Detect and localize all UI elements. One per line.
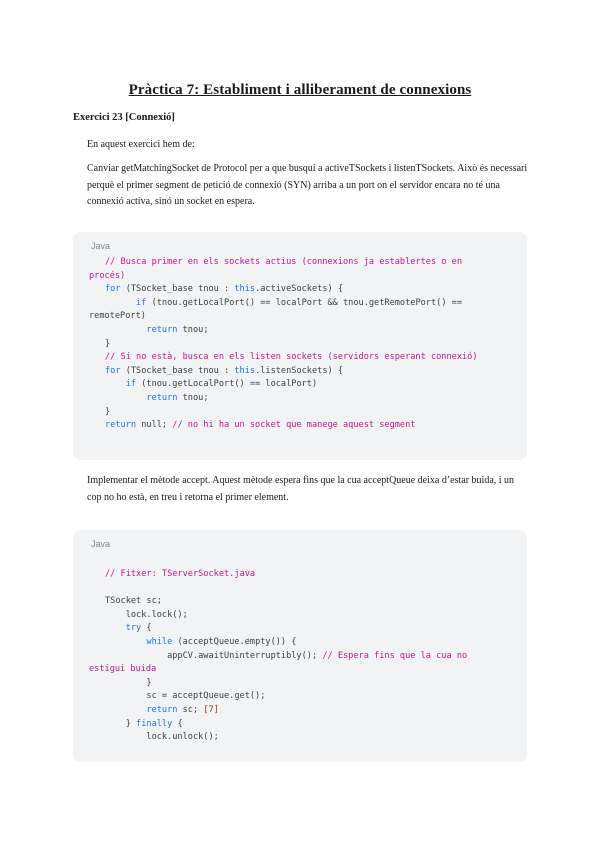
code-line: remotePort) xyxy=(89,311,146,322)
code-line: return tnou; xyxy=(146,392,209,403)
code-line: } xyxy=(105,338,111,349)
code-line: for (TSocket_base tnou : this.listenSockets) { xyxy=(105,365,344,376)
intro-paragraph: En aquest exercici hem de: xyxy=(87,139,195,150)
code-content xyxy=(89,256,511,433)
code-line: // Si no està, busca en els listen sockets (servidors esperant connexió) xyxy=(105,352,478,363)
code-language-label: Java xyxy=(91,241,111,251)
code-line: lock.unlock(); xyxy=(105,732,219,743)
code-language-label: Java xyxy=(91,539,111,549)
code-line: while (acceptQueue.empty()) { xyxy=(146,636,297,647)
code-line xyxy=(105,582,511,596)
code-line: TSocket sc; xyxy=(105,596,162,607)
code-line: estigui buida xyxy=(89,664,157,675)
code-content xyxy=(89,568,511,745)
code-block-1 xyxy=(73,232,527,460)
page-title: Pràctica 7: Establiment i alliberament de connexions xyxy=(128,82,472,98)
code-line: // Fitxer: TServerSocket.java xyxy=(105,569,256,579)
code-line: return tnou; xyxy=(146,324,209,335)
code-line: } finally { xyxy=(105,718,183,729)
description-paragraph: Canviar getMatchingSocket de Protocol per a que busqui a activeTSockets i listenTSockets. Això és necessari perquè el primer segment de petició de connexió (SYN) arriba a un port on el servidor encara no té una connexió activa, sinó un socket en espera. xyxy=(87,163,528,207)
code-line: return sc; [7] xyxy=(146,704,219,715)
code-line: if (tnou.getLocalPort() == localPort && tnou.getRemotePort() == xyxy=(136,297,463,308)
code-line: sc = acceptQueue.get(); xyxy=(105,691,266,702)
code-line: lock.lock(); xyxy=(105,609,188,620)
exercise-heading: Exercici 23 [Connexió] xyxy=(73,112,175,123)
code-line: return null; // no hi ha un socket que manege aquest segment xyxy=(105,420,416,431)
code-line: try { xyxy=(125,623,152,634)
code-line: } xyxy=(105,406,111,417)
code-line: for (TSocket_base tnou : this.activeSockets) { xyxy=(105,284,344,295)
code-line: appCV.awaitUninterruptibly(); // Espera fins que la cua no xyxy=(105,650,468,661)
code-block-2 xyxy=(73,530,527,762)
code-line: procés) xyxy=(89,270,126,281)
code-line: } xyxy=(105,677,152,688)
code-line: if (tnou.getLocalPort() == localPort) xyxy=(125,379,318,390)
code-line: // Busca primer en els sockets actius (connexions ja establertes o en xyxy=(105,257,462,267)
accept-paragraph: Implementar el mètode accept. Aquest mètode espera fins que la cua acceptQueue deixa d’estar buida, i un cop no ho està, en treu i retorna el primer element. xyxy=(87,475,515,503)
